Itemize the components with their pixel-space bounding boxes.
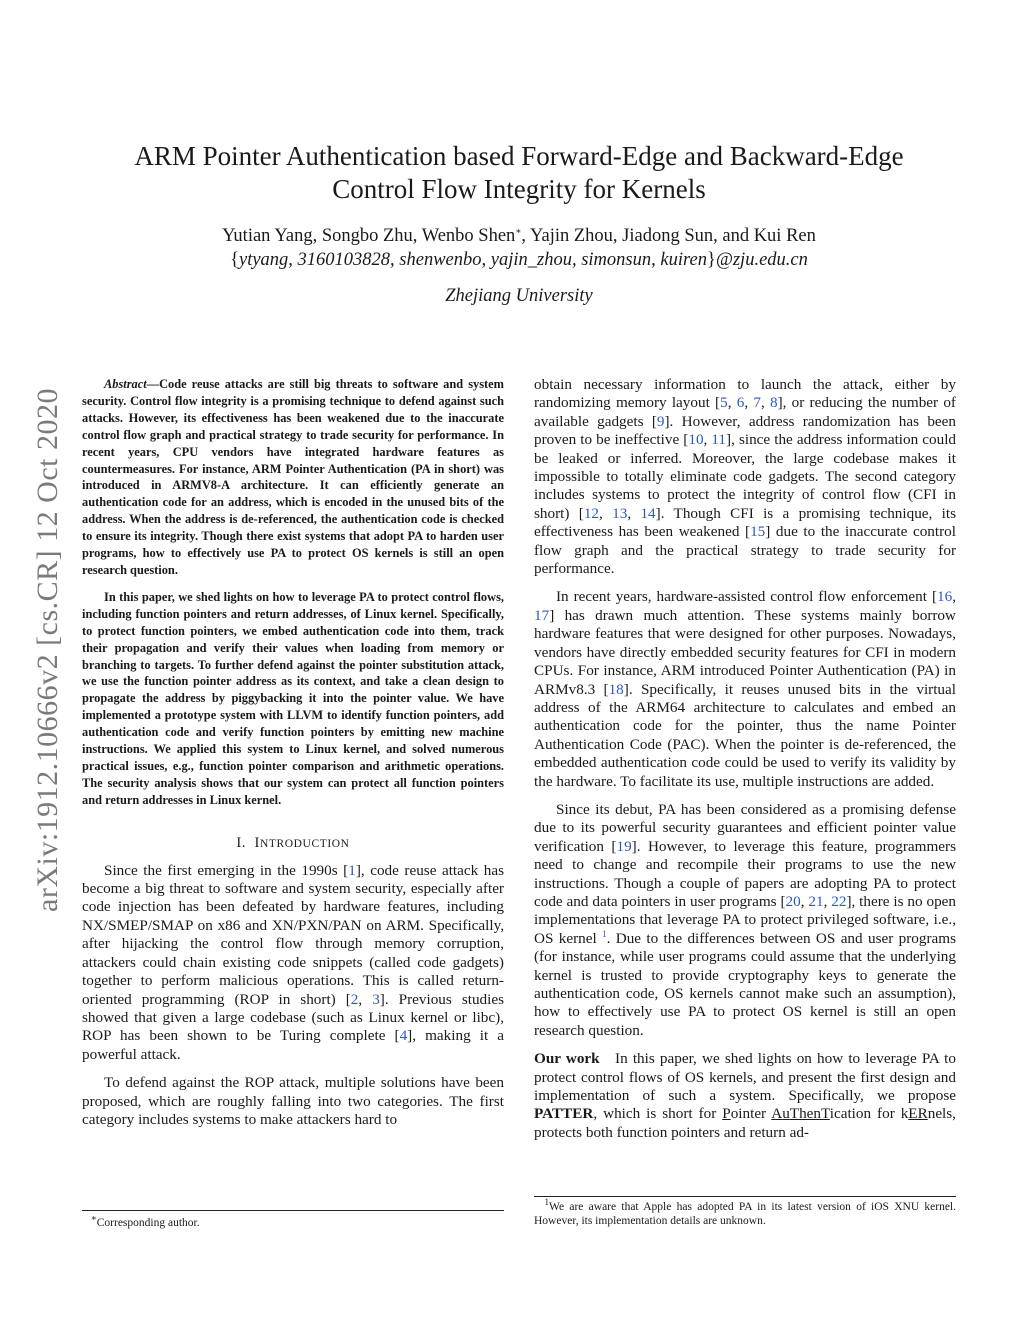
- citation-link[interactable]: 2: [350, 990, 359, 1008]
- footnote-text: We are aware that Apple has adopted PA in its latest version of iOS XNU kernel. However, its implementation details are unknown.: [534, 1201, 956, 1227]
- paragraph-lead: Our work: [534, 1050, 600, 1068]
- text-run: obtain necessary information to launch the attack, either by randomizing memory layout [: [534, 376, 956, 412]
- right-paragraph-3: [534, 801, 956, 1040]
- text-run: ,: [952, 588, 956, 606]
- text-run: In recent years, hardware-assisted control flow enforcement [: [556, 588, 938, 606]
- abstract-text-1: Code reuse attacks are still big threats to software and system security. Control flow integrity is a promising technique to defend against such attacks. However, its effectiveness has been weakened due to the inaccurate control flow graph and practical strategy to trade security for performance. In recent years, CPU vendors have integrated hardware features as countermeasures. For instance, ARM Pointer Authentication (PA in short) was introduced in ARMV8-A architecture. It can efficiently generate an authentication code for an address, which is encoded in the unused bits of the address. When the address is de-referenced, the authentication code is checked to ensure its integrity. Though there exist systems that adopt PA to harden user programs, how to effectively use PA to protect OS kernels is still an open research question.: [82, 377, 504, 577]
- citation-link[interactable]: 21: [808, 892, 824, 910]
- arxiv-identifier: arXiv:1912.10666v2 [cs.CR] 12 Oct 2020: [31, 388, 64, 912]
- text-run: nels, protects both function pointers and return ad-: [534, 1105, 956, 1141]
- footnote-corresponding: [82, 1213, 504, 1230]
- citation-link[interactable]: 3: [372, 990, 380, 1008]
- text-run: ]. However, to leverage this feature, programmers need to change and recompile their programs to use the new instructions. Though a couple of papers are adopting PA to protect code and data pointers in user programs [: [534, 837, 957, 910]
- text-run: ]. However, address randomization has been proven to be ineffective [: [534, 412, 956, 449]
- section-heading-introduction: [82, 835, 504, 852]
- footnote-1: [534, 1197, 956, 1228]
- text-run: ,: [760, 394, 770, 412]
- text-run: ,: [703, 431, 712, 449]
- text-run: Since the first emerging in the 1990s [: [104, 861, 349, 879]
- citation-link[interactable]: 6: [736, 394, 745, 412]
- text-run: ]. Previous studies showed that given a large codebase (such as Linux kernel or libc), ROP has been shown to be Turing complete [: [82, 990, 505, 1045]
- email-list: ytyang, 3160103828, shenwenbo, yajin_zhou, simonsun, kuiren: [239, 250, 707, 270]
- text-run: In this paper, we shed lights on how to leverage PA to protect control flows of OS kernels, and present the first design and implementation of such a system. Specifically, we propose: [534, 1050, 960, 1105]
- text-run: ], there is no open implementations that leverage PA to protect privileged software, i.e., OS kernel: [534, 892, 957, 947]
- text-run: ,: [599, 504, 613, 522]
- text-run: ointer: [730, 1105, 772, 1123]
- text-run: hen: [799, 1105, 822, 1123]
- footnote-text: Corresponding author.: [96, 1217, 200, 1229]
- email-domain: @zju.edu.cn: [715, 250, 808, 270]
- footnote-ref[interactable]: 1: [602, 928, 607, 939]
- citation-link[interactable]: 13: [612, 504, 628, 522]
- citation-link[interactable]: 9: [656, 412, 665, 430]
- footnote-mark: 1: [544, 1197, 550, 1208]
- text-run: ]. Though CFI is a promising technique, its effectiveness has been weakened [: [534, 504, 957, 541]
- citation-link[interactable]: 10: [688, 431, 704, 449]
- citation-link[interactable]: 11: [711, 431, 727, 449]
- system-name: PATTER: [534, 1105, 594, 1123]
- citation-link[interactable]: 12: [583, 504, 600, 522]
- acronym-letter: P: [722, 1105, 731, 1123]
- citation-link[interactable]: 15: [750, 523, 766, 541]
- right-paragraph-1: [534, 376, 956, 578]
- footnote-divider-right: [534, 1196, 956, 1197]
- acronym-letter: T: [789, 1105, 800, 1123]
- text-run: u: [782, 1105, 790, 1123]
- abstract-label: Abstract: [104, 377, 147, 391]
- text-run: ]. Specifically, it reuses unused bits in the virtual address of the ARM64 architecture to calculates and embed an authentication code for the pointer, thus the name Pointer Authentication Code (PAC). When the pointer is de-referenced, the embedded authentication code could be used to verify its validity by the hardware. To facilitate its use, multiple instructions are added.: [534, 680, 956, 790]
- acronym-letter: A: [771, 1105, 783, 1123]
- author-block: [80, 224, 958, 272]
- citation-link[interactable]: 19: [616, 837, 632, 855]
- left-column: [82, 376, 504, 1129]
- footnote-divider-left: [82, 1210, 504, 1211]
- right-paragraph-2: [534, 588, 956, 790]
- acronym-letter: T: [821, 1105, 830, 1123]
- text-run: ] due to the inaccurate control flow graph and the practical strategy to trade security for performance.: [534, 523, 956, 578]
- right-column: [534, 376, 960, 1142]
- right-paragraph-4: [534, 1050, 960, 1142]
- text-run: Since its debut, PA has been considered as a promising defense due to its powerful security guarantees and efficient pointer value verification [: [534, 800, 956, 855]
- citation-link[interactable]: 7: [753, 394, 761, 412]
- citation-link[interactable]: 17: [534, 606, 550, 624]
- text-run: ,: [744, 394, 754, 412]
- citation-link[interactable]: 1: [348, 861, 356, 879]
- text-run: ,: [823, 892, 832, 910]
- text-run: ], making it a powerful attack.: [82, 1027, 504, 1063]
- paper-title: [80, 140, 958, 206]
- section-first-letter: I: [254, 834, 260, 851]
- citation-link[interactable]: 14: [640, 504, 656, 522]
- arxiv-sidebar: [30, 355, 66, 945]
- text-run: ,: [727, 394, 737, 412]
- abstract-dash: —: [146, 377, 160, 391]
- corresponding-mark: ∗: [515, 225, 522, 236]
- citation-link[interactable]: 18: [608, 680, 624, 698]
- text-run: ication for k: [829, 1105, 909, 1123]
- text-run: ], since the address information could be leaked or inferred. Moreover, the large codebase makes it impossible to totally eliminate code gadgets. The second category includes systems to protect the integrity of control flow (CFI in short) [: [534, 431, 957, 522]
- intro-text: [82, 862, 504, 1130]
- title-line-2: Control Flow Integrity for Kernels: [332, 174, 706, 204]
- acronym-letter: ER: [908, 1105, 928, 1123]
- footnote-mark: ∗: [90, 1213, 97, 1224]
- author-names-before: Yutian Yang, Songbo Zhu, Wenbo Shen: [222, 226, 516, 246]
- text-run: ] has drawn much attention. These systems mainly borrow hardware features that were designed for other purposes. Nowadays, vendors have directly embedded security features for CFI in modern CPUs. For instance, ARM introduced Pointer Authentication (PA) in ARMv8.3 [: [534, 606, 956, 698]
- abstract-paragraph-2: In this paper, we shed lights on how to leverage PA to protect control flows, including function pointers and return addresses, of Linux kernel. Specifically, to protect function pointers, we embed authentication code into them, track their propagation and verify their values when loading from memory or branching to targets. To further defend against the pointer substitution attack, we use the function pointer address as its context, and take a clean design to propagate the address by piggybacking it into the pointer value. We have implemented a prototype system with LLVM to identify function pointers, add authentication code and verify function pointers by emitting new machine instructions. We applied this system to Linux kernel, and solved numerous practical issues, e.g., function pointer comparison and arithmetic operations. The security analysis shows that our system can protect all function pointers and return addresses in Linux kernel.: [82, 589, 504, 807]
- text-run: , which is short for: [593, 1105, 723, 1123]
- abstract: [82, 376, 504, 809]
- text-run: ], or reducing the number of available gadgets [: [534, 394, 956, 430]
- email-brace-open: {: [230, 250, 239, 270]
- author-names: [80, 224, 958, 248]
- citation-link[interactable]: 8: [769, 394, 778, 412]
- title-line-1: ARM Pointer Authentication based Forward-Edge and Backward-Edge: [134, 141, 904, 171]
- section-title-rest: NTRODUCTION: [259, 837, 350, 850]
- abstract-paragraph-1: [82, 376, 504, 579]
- email-brace-close: }: [706, 250, 716, 270]
- citation-link[interactable]: 20: [785, 892, 801, 910]
- text-run: . Due to the differences between OS and user programs (for instance, while user programs could assume that the underlying kernel is trusted to provide cryptography keys to generate the authentication code, OS kernels cannot make such an assumption), how to effectively use PA to protect OS kernel is still an open research question.: [534, 929, 956, 1039]
- author-emails: [80, 248, 958, 272]
- text-run: ,: [358, 990, 373, 1008]
- citation-link[interactable]: 22: [831, 892, 847, 910]
- text-run: ,: [800, 892, 809, 910]
- section-number: I.: [236, 834, 247, 851]
- citation-link[interactable]: 16: [937, 588, 953, 606]
- intro-paragraph-1: [82, 862, 504, 1064]
- intro-paragraph-2: To defend against the ROP attack, multiple solutions have been proposed, which are roughly falling into two categories. The first category includes systems to make attackers hard to: [82, 1074, 504, 1128]
- author-names-after: , Yajin Zhou, Jiadong Sun, and Kui Ren: [521, 226, 816, 246]
- citation-link[interactable]: 4: [399, 1027, 408, 1045]
- text-run: ,: [627, 504, 641, 522]
- affiliation: Zhejiang University: [445, 286, 593, 306]
- citation-link[interactable]: 5: [720, 394, 728, 412]
- text-run: ], code reuse attack has become a big threat to software and system security, especially after code injection has been defeated by hardware features, including NX/SMEP/SMAP on x86 and XN/PXN/PAN on ARM. Specifically, after hijacking the control flow through memory corruption, attackers could chain existing code snippets (called code gadgets) together to perform malicious operations. This is called return-oriented programming (ROP in short) [: [82, 861, 504, 1008]
